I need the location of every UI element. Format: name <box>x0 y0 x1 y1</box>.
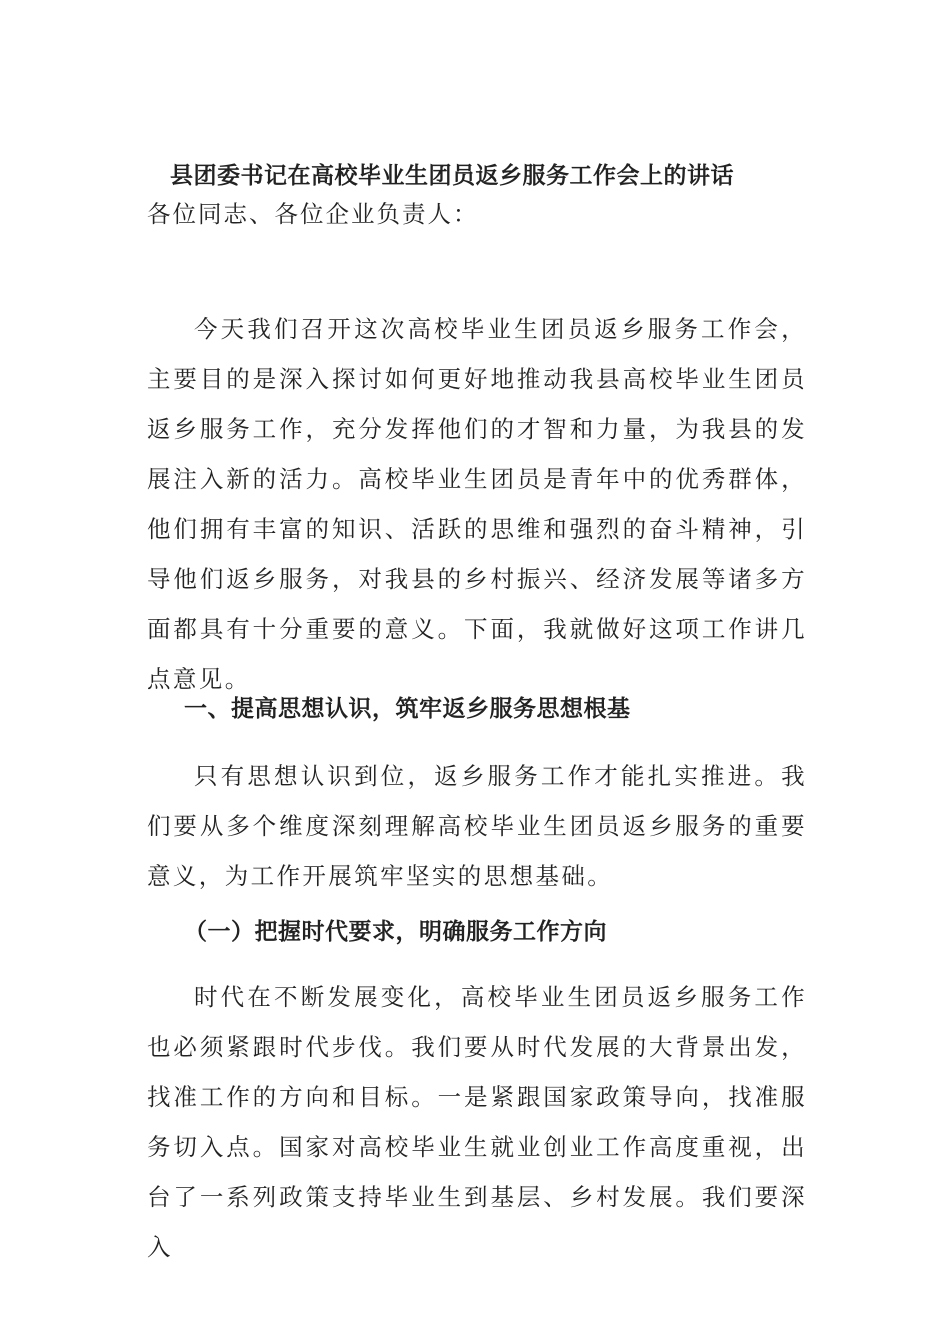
subsection-1-paragraph: 时代在不断发展变化，高校毕业生团员返乡服务工作也必须紧跟时代步伐。我们要从时代发展的大背景出发，找准工作的方向和目标。一是紧跟国家政策导向，找准服务切入点。国家对高校毕业生就业创业工作高度重视，出台了一系列政策支持毕业生到基层、乡村发展。我们要深入 <box>147 983 807 1261</box>
section-1-paragraph: 只有思想认识到位，返乡服务工作才能扎实推进。我们要从多个维度深刻理解高校毕业生团员返乡服务的重要意义，为工作开展筑牢坚实的思想基础。 <box>147 762 807 890</box>
subsection-heading-1: （一）把握时代要求，明确服务工作方向 <box>184 918 607 945</box>
document-title: 县团委书记在高校毕业生团员返乡服务工作会上的讲话 <box>170 162 734 189</box>
intro-paragraph: 今天我们召开这次高校毕业生团员返乡服务工作会，主要目的是深入探讨如何更好地推动我县高校毕业生团员返乡服务工作，充分发挥他们的才智和力量，为我县的发展注入新的活力。高校毕业生团员是青年中的优秀群体，他们拥有丰富的知识、活跃的思维和强烈的奋斗精神，引导他们返乡服务，对我县的乡村振兴、经济发展等诸多方面都具有十分重要的意义。下面，我就做好这项工作讲几点意见。 <box>147 315 807 693</box>
salutation: 各位同志、各位企业负责人： <box>147 200 479 228</box>
section-heading-1: 一、提高思想认识，筑牢返乡服务思想根基 <box>184 695 631 722</box>
